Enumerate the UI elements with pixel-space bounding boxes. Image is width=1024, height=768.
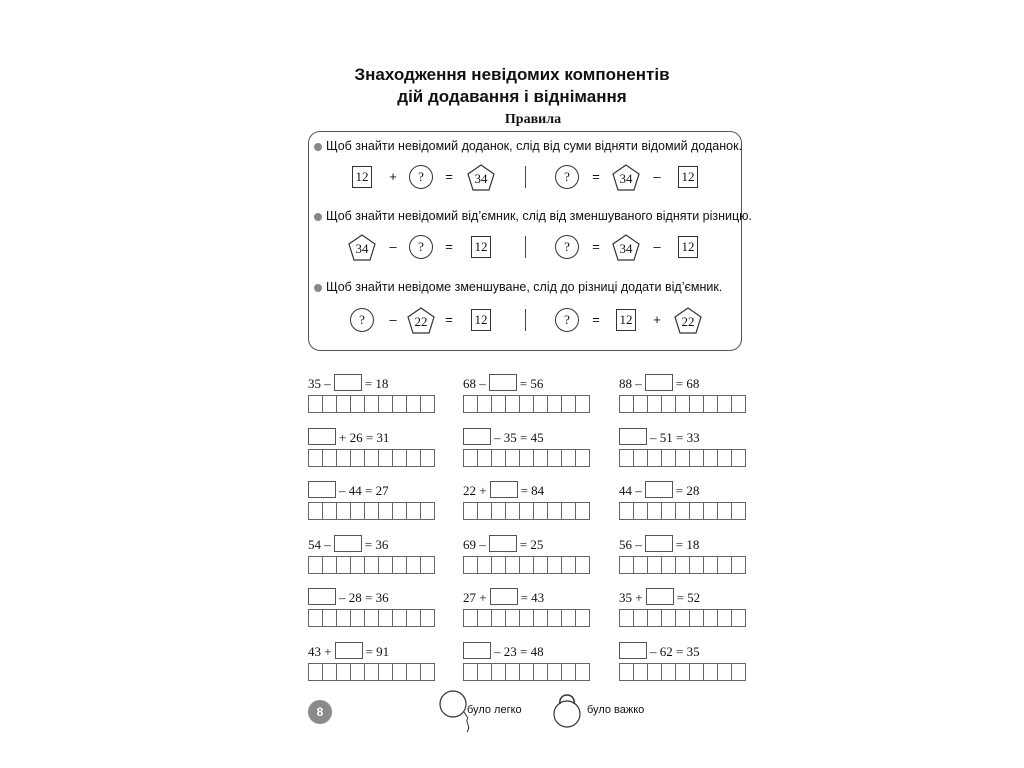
grid-cell[interactable] — [365, 557, 379, 573]
grid-cell[interactable] — [718, 610, 732, 626]
grid-cell[interactable] — [506, 450, 520, 466]
equation — [308, 535, 388, 553]
grid-cell[interactable] — [407, 450, 421, 466]
pentagon-frame: 34 — [612, 164, 640, 191]
grid-cell[interactable] — [732, 503, 746, 519]
answer-grid[interactable] — [463, 449, 590, 467]
circle-frame: ? — [350, 308, 374, 332]
grid-cell[interactable] — [676, 503, 690, 519]
grid-cell[interactable] — [634, 450, 648, 466]
grid-cell[interactable] — [323, 503, 337, 519]
equation-right-part: = 84 — [520, 483, 545, 498]
grid-cell[interactable] — [548, 396, 562, 412]
rule-text — [314, 280, 722, 294]
grid-cell[interactable] — [534, 396, 548, 412]
separator-bar — [525, 309, 526, 331]
operator-sign: = — [592, 239, 600, 254]
answer-box[interactable] — [645, 374, 673, 391]
circle-frame: ? — [555, 308, 579, 332]
grid-cell[interactable] — [323, 557, 337, 573]
grid-cell[interactable] — [562, 503, 576, 519]
rule-text — [314, 209, 752, 223]
grid-cell[interactable] — [634, 610, 648, 626]
operator-sign: – — [653, 169, 661, 184]
pentagon-frame: 34 — [348, 234, 376, 261]
equation — [463, 374, 543, 392]
equation-left-part: 54 – — [308, 536, 331, 552]
equation — [619, 428, 700, 446]
answer-grid[interactable] — [308, 449, 435, 467]
grid-cell[interactable] — [365, 664, 379, 680]
square-frame: 12 — [352, 166, 372, 188]
grid-cell[interactable] — [520, 557, 534, 573]
answer-grid[interactable] — [619, 395, 746, 413]
grid-cell[interactable] — [704, 396, 718, 412]
grid-cell[interactable] — [464, 610, 478, 626]
equation-left-part: 35 – — [308, 376, 331, 391]
answer-grid[interactable] — [308, 395, 435, 413]
page-title-line-1: Знаходження невідомих компонентів — [354, 65, 670, 84]
grid-cell[interactable] — [562, 557, 576, 573]
grid-cell[interactable] — [704, 503, 718, 519]
grid-cell[interactable] — [662, 664, 676, 680]
grid-cell[interactable] — [506, 664, 520, 680]
grid-cell[interactable] — [421, 664, 435, 680]
square-frame: 12 — [616, 309, 636, 331]
grid-cell[interactable] — [648, 503, 662, 519]
answer-grid[interactable] — [463, 502, 590, 520]
equation — [463, 642, 544, 660]
grid-cell[interactable] — [662, 610, 676, 626]
grid-cell[interactable] — [492, 664, 506, 680]
grid-cell[interactable] — [718, 450, 732, 466]
grid-cell[interactable] — [576, 450, 590, 466]
grid-cell[interactable] — [548, 557, 562, 573]
grid-cell[interactable] — [379, 664, 393, 680]
grid-cell[interactable] — [464, 557, 478, 573]
operator-sign: = — [592, 312, 600, 327]
answer-grid[interactable] — [308, 663, 435, 681]
answer-grid[interactable] — [463, 609, 590, 627]
answer-box[interactable] — [619, 428, 647, 445]
kettlebell-icon — [550, 690, 586, 730]
circle-frame: ? — [555, 165, 579, 189]
equation — [308, 588, 389, 606]
grid-cell[interactable] — [676, 450, 690, 466]
equation-left-part: 69 – — [463, 536, 486, 552]
grid-cell[interactable] — [351, 557, 365, 573]
grid-cell[interactable] — [351, 610, 365, 626]
grid-cell[interactable] — [393, 503, 407, 519]
grid-cell[interactable] — [421, 610, 435, 626]
grid-cell[interactable] — [620, 557, 634, 573]
pentagon-frame: 22 — [407, 307, 435, 334]
equation — [308, 642, 389, 660]
equation — [463, 535, 543, 553]
grid-cell[interactable] — [323, 396, 337, 412]
equation-right-part: – 62 = 35 — [650, 643, 700, 659]
pentagon-frame: 34 — [467, 164, 495, 191]
grid-cell[interactable] — [421, 557, 435, 573]
grid-cell[interactable] — [732, 610, 746, 626]
answer-box[interactable] — [463, 428, 491, 445]
grid-cell[interactable] — [464, 503, 478, 519]
grid-cell[interactable] — [718, 396, 732, 412]
equation-right-part: = 56 — [519, 376, 544, 391]
grid-cell[interactable] — [548, 503, 562, 519]
equation — [463, 481, 544, 499]
grid-cell[interactable] — [648, 396, 662, 412]
grid-cell[interactable] — [393, 396, 407, 412]
separator-bar — [525, 236, 526, 258]
equation-right-part: + 26 = 31 — [339, 429, 390, 445]
grid-cell[interactable] — [662, 450, 676, 466]
answer-box[interactable] — [489, 535, 517, 552]
grid-cell[interactable] — [520, 664, 534, 680]
grid-cell[interactable] — [506, 557, 520, 573]
circle-frame: ? — [409, 235, 433, 259]
circle-frame: ? — [555, 235, 579, 259]
equation-right-part: = 18 — [364, 376, 389, 391]
grid-cell[interactable] — [393, 610, 407, 626]
answer-grid[interactable] — [463, 663, 590, 681]
answer-grid[interactable] — [619, 556, 746, 574]
grid-cell[interactable] — [662, 396, 676, 412]
grid-cell[interactable] — [534, 610, 548, 626]
grid-cell[interactable] — [690, 396, 704, 412]
grid-cell[interactable] — [690, 664, 704, 680]
answer-box[interactable] — [490, 481, 518, 498]
grid-cell[interactable] — [309, 450, 323, 466]
answer-grid[interactable] — [463, 395, 590, 413]
equation — [308, 374, 388, 392]
grid-cell[interactable] — [379, 450, 393, 466]
grid-cell[interactable] — [704, 610, 718, 626]
square-frame: 12 — [471, 309, 491, 331]
grid-cell[interactable] — [690, 450, 704, 466]
page-title-line-2: дій додавання і віднімання — [397, 87, 627, 106]
equation — [463, 588, 544, 606]
equation-right-part: = 25 — [519, 536, 544, 552]
grid-cell[interactable] — [732, 450, 746, 466]
grid-cell[interactable] — [478, 664, 492, 680]
grid-cell[interactable] — [548, 450, 562, 466]
operator-sign: = — [445, 169, 453, 184]
grid-cell[interactable] — [718, 557, 732, 573]
grid-cell[interactable] — [337, 503, 351, 519]
equation-right-part: = 52 — [676, 590, 701, 605]
answer-box[interactable] — [335, 642, 363, 659]
grid-cell[interactable] — [407, 503, 421, 519]
grid-cell[interactable] — [464, 450, 478, 466]
grid-cell[interactable] — [379, 503, 393, 519]
grid-cell[interactable] — [337, 450, 351, 466]
grid-cell[interactable] — [506, 610, 520, 626]
equation-left-part: 27 + — [463, 590, 487, 605]
grid-cell[interactable] — [309, 396, 323, 412]
answer-box[interactable] — [308, 588, 336, 605]
equation — [619, 481, 699, 499]
grid-cell[interactable] — [690, 557, 704, 573]
grid-cell[interactable] — [548, 610, 562, 626]
grid-cell[interactable] — [634, 396, 648, 412]
equation-left-part: 43 + — [308, 643, 332, 659]
answer-grid[interactable] — [308, 502, 435, 520]
equation — [619, 374, 699, 392]
grid-cell[interactable] — [351, 396, 365, 412]
equation-left-part: 35 + — [619, 590, 643, 605]
grid-cell[interactable] — [576, 664, 590, 680]
grid-cell[interactable] — [478, 503, 492, 519]
equation-right-part: – 23 = 48 — [494, 643, 544, 659]
rule-text-label: Щоб знайти невідомий доданок, слід від суми відняти відомий доданок. — [326, 139, 743, 153]
grid-cell[interactable] — [407, 664, 421, 680]
grid-cell[interactable] — [323, 610, 337, 626]
grid-cell[interactable] — [534, 503, 548, 519]
grid-cell[interactable] — [520, 610, 534, 626]
answer-grid[interactable] — [308, 556, 435, 574]
operator-sign: = — [445, 239, 453, 254]
grid-cell[interactable] — [662, 557, 676, 573]
equation — [619, 642, 700, 660]
grid-cell[interactable] — [562, 610, 576, 626]
equation-left-part: 22 + — [463, 483, 487, 498]
answer-box[interactable] — [490, 588, 518, 605]
rules-box — [308, 131, 753, 351]
operator-sign: + — [389, 169, 397, 184]
grid-cell[interactable] — [478, 557, 492, 573]
grid-cell[interactable] — [365, 503, 379, 519]
grid-cell[interactable] — [365, 610, 379, 626]
rule-text-label: Щоб знайти невідоме зменшуване, слід до різниці додати від’ємник. — [326, 280, 723, 294]
grid-cell[interactable] — [620, 503, 634, 519]
bullet-icon — [314, 213, 322, 221]
equation-left-part: 56 – — [619, 536, 642, 552]
equation-right-part: = 91 — [365, 643, 390, 659]
grid-cell[interactable] — [648, 557, 662, 573]
grid-cell[interactable] — [464, 664, 478, 680]
grid-cell[interactable] — [421, 503, 435, 519]
grid-cell[interactable] — [337, 664, 351, 680]
answer-box[interactable] — [334, 374, 362, 391]
grid-cell[interactable] — [520, 503, 534, 519]
grid-cell[interactable] — [365, 450, 379, 466]
equation-right-part: – 28 = 36 — [339, 590, 389, 605]
grid-cell[interactable] — [690, 610, 704, 626]
circle-frame: ? — [409, 165, 433, 189]
grid-cell[interactable] — [732, 396, 746, 412]
answer-box[interactable] — [646, 588, 674, 605]
grid-cell[interactable] — [351, 503, 365, 519]
grid-cell[interactable] — [520, 396, 534, 412]
answer-box[interactable] — [308, 481, 336, 498]
grid-cell[interactable] — [704, 664, 718, 680]
grid-cell[interactable] — [576, 396, 590, 412]
grid-cell[interactable] — [534, 557, 548, 573]
equation-right-part: – 51 = 33 — [650, 429, 700, 445]
grid-cell[interactable] — [478, 450, 492, 466]
grid-cell[interactable] — [492, 610, 506, 626]
answer-box[interactable] — [619, 642, 647, 659]
answer-grid[interactable] — [308, 609, 435, 627]
answer-grid[interactable] — [463, 556, 590, 574]
equation — [308, 428, 389, 446]
grid-cell[interactable] — [690, 503, 704, 519]
operator-sign: + — [653, 312, 661, 327]
grid-cell[interactable] — [478, 610, 492, 626]
square-frame: 12 — [678, 166, 698, 188]
grid-cell[interactable] — [676, 610, 690, 626]
grid-cell[interactable] — [648, 610, 662, 626]
equation — [463, 428, 544, 446]
grid-cell[interactable] — [407, 396, 421, 412]
equation-left-part: 68 – — [463, 376, 486, 391]
answer-box[interactable] — [463, 642, 491, 659]
grid-cell[interactable] — [379, 396, 393, 412]
answer-grid[interactable] — [619, 502, 746, 520]
equation-right-part: – 44 = 27 — [339, 483, 389, 498]
grid-cell[interactable] — [309, 503, 323, 519]
grid-cell[interactable] — [421, 450, 435, 466]
equation-left-part: 44 – — [619, 483, 642, 498]
grid-cell[interactable] — [718, 664, 732, 680]
answer-grid[interactable] — [619, 609, 746, 627]
grid-cell[interactable] — [620, 610, 634, 626]
grid-cell[interactable] — [534, 450, 548, 466]
answer-box[interactable] — [645, 481, 673, 498]
answer-box[interactable] — [308, 428, 336, 445]
bullet-icon — [314, 284, 322, 292]
square-frame: 12 — [471, 236, 491, 258]
equation-left-part: 88 – — [619, 376, 642, 391]
grid-cell[interactable] — [323, 664, 337, 680]
grid-cell[interactable] — [704, 557, 718, 573]
grid-cell[interactable] — [520, 450, 534, 466]
grid-cell[interactable] — [309, 557, 323, 573]
operator-sign: – — [389, 239, 397, 254]
grid-cell[interactable] — [634, 557, 648, 573]
grid-cell[interactable] — [534, 664, 548, 680]
rule-text — [314, 139, 742, 153]
grid-cell[interactable] — [393, 664, 407, 680]
grid-cell[interactable] — [492, 557, 506, 573]
grid-cell[interactable] — [676, 396, 690, 412]
grid-cell[interactable] — [648, 450, 662, 466]
pentagon-frame: 22 — [674, 307, 702, 334]
grid-cell[interactable] — [337, 396, 351, 412]
page-number: 8 — [308, 700, 332, 724]
equation — [619, 535, 699, 553]
answer-grid[interactable] — [619, 663, 746, 681]
grid-cell[interactable] — [351, 664, 365, 680]
grid-cell[interactable] — [407, 610, 421, 626]
rules-heading: Правила — [504, 112, 562, 127]
grid-cell[interactable] — [648, 664, 662, 680]
grid-cell[interactable] — [365, 396, 379, 412]
grid-cell[interactable] — [576, 610, 590, 626]
grid-cell[interactable] — [337, 557, 351, 573]
hard-label: було важко — [587, 704, 645, 716]
grid-cell[interactable] — [492, 396, 506, 412]
grid-cell[interactable] — [337, 610, 351, 626]
grid-cell[interactable] — [379, 557, 393, 573]
grid-cell[interactable] — [676, 557, 690, 573]
grid-cell[interactable] — [634, 503, 648, 519]
easy-label: було легко — [467, 704, 522, 716]
operator-sign: – — [653, 239, 661, 254]
grid-cell[interactable] — [478, 396, 492, 412]
grid-cell[interactable] — [562, 396, 576, 412]
equation-right-part: = 36 — [364, 536, 389, 552]
separator-bar — [525, 166, 526, 188]
grid-cell[interactable] — [421, 396, 435, 412]
operator-sign: = — [445, 312, 453, 327]
equation-right-part: = 68 — [675, 376, 700, 391]
answer-box[interactable] — [489, 374, 517, 391]
grid-cell[interactable] — [506, 503, 520, 519]
grid-cell[interactable] — [379, 610, 393, 626]
grid-cell[interactable] — [562, 450, 576, 466]
grid-cell[interactable] — [492, 450, 506, 466]
grid-cell[interactable] — [732, 664, 746, 680]
operator-sign: = — [592, 169, 600, 184]
grid-cell[interactable] — [634, 664, 648, 680]
grid-cell[interactable] — [393, 557, 407, 573]
grid-cell[interactable] — [620, 396, 634, 412]
grid-cell[interactable] — [576, 503, 590, 519]
grid-cell[interactable] — [562, 664, 576, 680]
equation — [619, 588, 700, 606]
grid-cell[interactable] — [732, 557, 746, 573]
grid-cell[interactable] — [620, 664, 634, 680]
rule-text-label: Щоб знайти невідомий від’ємник, слід від зменшуваного відняти різницю. — [326, 209, 753, 223]
grid-cell[interactable] — [676, 664, 690, 680]
equation — [308, 481, 389, 499]
equation-right-part: = 28 — [675, 483, 700, 498]
answer-box[interactable] — [645, 535, 673, 552]
equation-right-part: = 43 — [520, 590, 545, 605]
answer-grid[interactable] — [619, 449, 746, 467]
grid-cell[interactable] — [662, 503, 676, 519]
grid-cell[interactable] — [492, 503, 506, 519]
grid-cell[interactable] — [464, 396, 478, 412]
square-frame: 12 — [678, 236, 698, 258]
grid-cell[interactable] — [309, 664, 323, 680]
bullet-icon — [314, 143, 322, 151]
grid-cell[interactable] — [718, 503, 732, 519]
equation-right-part: – 35 = 45 — [494, 429, 544, 445]
answer-box[interactable] — [334, 535, 362, 552]
grid-cell[interactable] — [620, 450, 634, 466]
grid-cell[interactable] — [323, 450, 337, 466]
grid-cell[interactable] — [704, 450, 718, 466]
grid-cell[interactable] — [548, 664, 562, 680]
operator-sign: – — [389, 312, 397, 327]
grid-cell[interactable] — [576, 557, 590, 573]
grid-cell[interactable] — [506, 396, 520, 412]
grid-cell[interactable] — [393, 450, 407, 466]
pentagon-frame: 34 — [612, 234, 640, 261]
equation-right-part: = 18 — [675, 536, 700, 552]
grid-cell[interactable] — [407, 557, 421, 573]
grid-cell[interactable] — [309, 610, 323, 626]
grid-cell[interactable] — [351, 450, 365, 466]
